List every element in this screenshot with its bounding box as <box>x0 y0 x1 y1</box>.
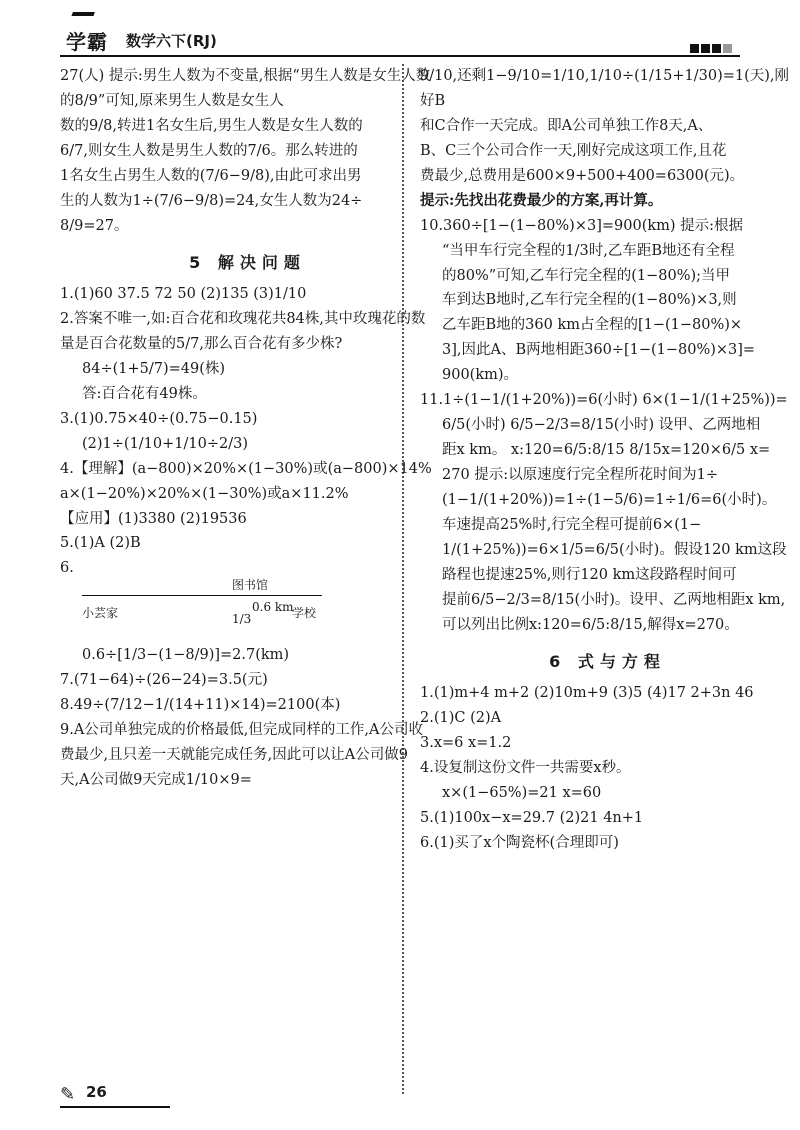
answer-line: 车到达B地时,乙车行完全程的(1−80%)×3,则 <box>442 292 737 309</box>
number-line-diagram <box>82 578 435 639</box>
answer-item: 0.6÷[1/3−(1−8/9)]=2.7(km) <box>82 647 290 664</box>
answer-item: 2.(1)C (2)A <box>420 710 502 727</box>
answer-item: 【应用】(1)3380 (2)19536 <box>60 510 247 527</box>
answer-line: “当甲车行完全程的1/3时,乙车距B地还有全程 <box>442 242 735 259</box>
answer-line: 8/9=27。 <box>60 217 129 234</box>
answer-line: 车速提高25%时,行完全程可提前6×(1− <box>442 516 702 533</box>
answer-line: B、C三个公司合作一天,刚好完成这项工作,且花 <box>420 142 727 159</box>
answer-item: 5.(1)100x−x=29.7 (2)21 4n+1 <box>420 809 644 826</box>
number-line-start-label: 小芸家 <box>82 606 119 621</box>
answer-line: 27(人) 提示:男生人数为不变量,根据“男生人数是女生人数的8/9”可知,原来男生人数是女生人 <box>60 68 431 109</box>
answer-line: 9/10,还剩1−9/10=1/10,1/10÷(1/15+1/30)=1(天),刚好B <box>420 68 790 109</box>
answer-line: 路程也提速25%,则行120 km这段路程时间可 <box>442 566 737 583</box>
number-line-fraction-label: 1/3 <box>232 612 252 627</box>
answer-line: 1/(1+25%))=6×1/5=6/5(小时)。假设120 km这段 <box>442 541 787 558</box>
answer-line: 费最少,总费用是600×9+500+400=6300(元)。 <box>420 167 745 184</box>
answer-line: 1名女生占男生人数的(7/6−9/8),由此可求出男 <box>60 167 362 184</box>
answer-item: 7.(71−64)÷(26−24)=3.5(元) <box>60 672 268 689</box>
answer-line: 900(km)。 <box>442 367 519 384</box>
hint-line: 提示:先找出花费最少的方案,再计算。 <box>420 191 663 209</box>
answer-item: 6. <box>60 560 74 577</box>
answer-item: 答:百合花有49株。 <box>82 385 207 402</box>
answer-line: 提前6/5−2/3=8/15(小时)。设甲、乙两地相距x km, <box>442 591 786 608</box>
answer-line: 的80%”可知,乙车行完全程的(1−80%);当甲 <box>442 267 731 284</box>
answer-line: 270 提示:以原速度行完全程所花时间为1÷ <box>442 467 719 483</box>
number-line-end-label: 学校 <box>292 606 317 621</box>
answer-item: x×(1−65%)=21 x=60 <box>442 784 602 801</box>
section-title-5: 5 解决问题 <box>189 252 306 272</box>
page-header <box>0 0 800 62</box>
number-line-axis <box>82 595 322 596</box>
answer-line: 距x km。 x:120=6/5:8/15 8/15x=120×6/5 x= <box>442 442 771 459</box>
number-line-mid-label: 图书馆 <box>232 578 269 593</box>
answer-item: 84÷(1+5/7)=49(株) <box>82 360 226 377</box>
answer-line: (1−1/(1+20%))=1÷(1−5/6)=1÷1/6=6(小时)。 <box>442 491 777 508</box>
answer-line: 和C合作一天完成。即A公司单独工作8天,A、 <box>420 117 713 134</box>
header-rule <box>60 55 740 57</box>
answer-item: 6.(1)买了x个陶瓷杯(合理即可) <box>420 834 619 851</box>
answer-item: 3.x=6 x=1.2 <box>420 734 512 751</box>
answer-line: 生的人数为1÷(7/6−9/8)=24,女生人数为24÷ <box>60 192 363 209</box>
brand-logo: 学霸 <box>66 30 108 54</box>
number-line-distance-label: 0.6 km <box>252 600 294 615</box>
answer-line: 6/7,则女生人数是男生人数的7/6。那么转进的 <box>60 142 358 159</box>
answer-item: 1.(1)60 37.5 72 50 (2)135 (3)1/10 <box>60 286 307 303</box>
pencil-icon: ✎ <box>60 1084 76 1105</box>
answer-item: 3.(1)0.75×40÷(0.75−0.15) <box>60 410 258 427</box>
left-column <box>60 64 435 793</box>
right-column <box>420 64 795 856</box>
page-footer <box>60 1080 180 1110</box>
answer-item: 4.设复制这份文件一共需要x秒。 <box>420 759 631 776</box>
answer-item: 4.【理解】(a−800)×20%×(1−30%)或(a−800)×14% a×(1−20%)×20%×(1−30%)或a×11.2% <box>60 460 432 502</box>
footer-rule <box>60 1106 170 1108</box>
answer-line: 6/5(小时) 6/5−2/3=8/15(小时) 设甲、乙两地相 <box>442 417 761 434</box>
answer-line: 3],因此A、B两地相距360÷[1−(1−80%)×3]= <box>442 342 756 359</box>
answer-item: 2.答案不唯一,如:百合花和玫瑰花共84株,其中玫瑰花的数量是百合花数量的5/7,那么百合花有多少株? <box>60 311 426 352</box>
page-number: 26 <box>86 1083 107 1101</box>
answer-item: 9.A公司单独完成的价格最低,但完成同样的工作,A公司收费最少,且只差一天就能完成任务,因此可以让A公司做9天,A公司做9天完成1/10×9= <box>60 722 423 789</box>
book-title: 数学六下(RJ) <box>126 32 217 50</box>
answer-item: 1.(1)m+4 m+2 (2)10m+9 (3)5 (4)17 2+3n 46 <box>420 685 754 702</box>
answer-item: 5.(1)A (2)B <box>60 535 141 552</box>
answer-line: 11.1÷(1−1/(1+20%))=6(小时) 6×(1−1/(1+25%))= <box>420 392 788 409</box>
answer-line: 乙车距B地的360 km占全程的[1−(1−80%)× <box>442 317 743 334</box>
answer-line: 可以列出比例x:120=6/5:8/15,解得x=270。 <box>442 616 739 633</box>
answer-line: 10.360÷[1−(1−80%)×3]=900(km) 提示:根据 <box>420 217 744 234</box>
answer-item: (2)1÷(1/10+1/10÷2/3) <box>82 435 248 452</box>
section-title-6: 6 式与方程 <box>549 651 666 671</box>
answer-item: 8.49÷(7/12−1/(14+11)×14)=2100(本) <box>60 697 341 714</box>
answer-line: 数的9/8,转进1名女生后,男生人数是女生人数的 <box>60 117 363 134</box>
